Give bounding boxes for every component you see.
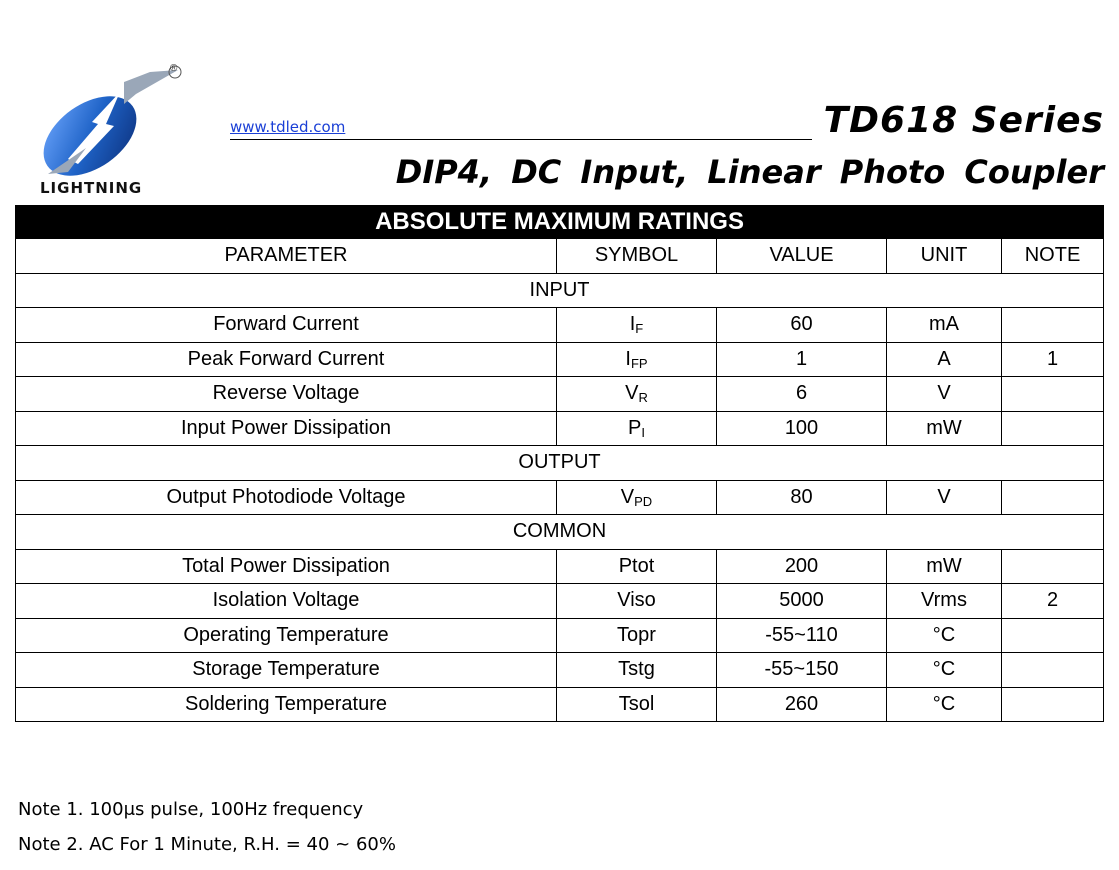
table-title: ABSOLUTE MAXIMUM RATINGS <box>16 206 1104 239</box>
value-cell: 100 <box>717 411 887 446</box>
symbol-cell <box>557 411 717 446</box>
note-cell <box>1002 308 1104 343</box>
column-header: SYMBOL <box>557 239 717 274</box>
unit-cell: °C <box>887 653 1002 688</box>
parameter-cell: Forward Current <box>16 308 557 343</box>
table-row <box>16 411 1104 446</box>
symbol-cell <box>557 342 717 377</box>
table-row <box>16 618 1104 653</box>
note-cell: 1 <box>1002 342 1104 377</box>
value-cell: -55~150 <box>717 653 887 688</box>
table-title-row <box>16 206 1104 239</box>
note-cell <box>1002 653 1104 688</box>
parameter-cell: Storage Temperature <box>16 653 557 688</box>
column-header: NOTE <box>1002 239 1104 274</box>
symbol-cell <box>557 480 717 515</box>
section-row <box>16 515 1104 550</box>
value-cell: 5000 <box>717 584 887 619</box>
parameter-cell: Input Power Dissipation <box>16 411 557 446</box>
note-cell <box>1002 377 1104 412</box>
symbol-main: V <box>620 485 635 508</box>
table-row <box>16 342 1104 377</box>
unit-cell: °C <box>887 618 1002 653</box>
note-cell <box>1002 480 1104 515</box>
symbol-cell <box>557 377 717 412</box>
parameter-cell: Isolation Voltage <box>16 584 557 619</box>
section-label: COMMON <box>16 515 1104 550</box>
section-row <box>16 273 1104 308</box>
symbol-main: I <box>629 313 636 336</box>
lightning-bolt-logo-icon <box>28 64 198 184</box>
unit-cell: V <box>887 480 1002 515</box>
unit-cell: A <box>887 342 1002 377</box>
symbol-main: Topr <box>617 623 656 646</box>
symbol-subscript: F <box>635 321 644 337</box>
symbol-main: Viso <box>617 589 656 612</box>
product-subtitle: DIP4, DC Input, Linear Photo Coupler <box>395 153 1104 191</box>
section-label: OUTPUT <box>16 446 1104 481</box>
value-cell: 1 <box>717 342 887 377</box>
value-cell: 80 <box>717 480 887 515</box>
note-cell <box>1002 549 1104 584</box>
header-rule <box>230 139 812 140</box>
table-row <box>16 653 1104 688</box>
website-link[interactable]: www.tdled.com <box>230 118 346 136</box>
symbol-main: Tstg <box>618 658 655 681</box>
symbol-main: V <box>625 382 639 405</box>
value-cell: 200 <box>717 549 887 584</box>
value-cell: 260 <box>717 687 887 722</box>
parameter-cell: Soldering Temperature <box>16 687 557 722</box>
parameter-cell: Reverse Voltage <box>16 377 557 412</box>
table-row <box>16 549 1104 584</box>
parameter-cell: Total Power Dissipation <box>16 549 557 584</box>
notes <box>18 792 396 862</box>
table-row <box>16 687 1104 722</box>
note-cell <box>1002 411 1104 446</box>
symbol-subscript: I <box>641 424 645 440</box>
note-cell <box>1002 618 1104 653</box>
value-cell: 6 <box>717 377 887 412</box>
unit-cell: Vrms <box>887 584 1002 619</box>
symbol-cell <box>557 584 717 619</box>
logo-text: LIGHTNING <box>40 179 143 197</box>
value-cell: 60 <box>717 308 887 343</box>
parameter-cell: Output Photodiode Voltage <box>16 480 557 515</box>
unit-cell: V <box>887 377 1002 412</box>
column-header: VALUE <box>717 239 887 274</box>
table-row <box>16 377 1104 412</box>
symbol-subscript: R <box>638 390 648 406</box>
note-cell: 2 <box>1002 584 1104 619</box>
column-header: PARAMETER <box>16 239 557 274</box>
unit-cell: mA <box>887 308 1002 343</box>
symbol-main: P <box>628 416 642 439</box>
value-cell: -55~110 <box>717 618 887 653</box>
column-header: UNIT <box>887 239 1002 274</box>
table-row <box>16 308 1104 343</box>
table-row <box>16 480 1104 515</box>
symbol-subscript: PD <box>634 493 653 509</box>
parameter-cell: Peak Forward Current <box>16 342 557 377</box>
parameter-cell: Operating Temperature <box>16 618 557 653</box>
symbol-cell <box>557 308 717 343</box>
symbol-cell <box>557 687 717 722</box>
absolute-maximum-ratings-table <box>15 205 1104 722</box>
table-row <box>16 584 1104 619</box>
symbol-cell <box>557 653 717 688</box>
company-logo <box>28 64 198 188</box>
series-title: TD618 Series <box>823 100 1104 141</box>
symbol-cell <box>557 549 717 584</box>
unit-cell: mW <box>887 549 1002 584</box>
note-cell <box>1002 687 1104 722</box>
registered-mark: ® <box>170 63 178 74</box>
symbol-main: Ptot <box>618 554 655 577</box>
symbol-main: Tsol <box>618 692 655 715</box>
table-header-row <box>16 239 1104 274</box>
symbol-cell <box>557 618 717 653</box>
symbol-main: I <box>625 347 631 370</box>
note-1: Note 1. 100μs pulse, 100Hz frequency <box>18 799 364 820</box>
unit-cell: °C <box>887 687 1002 722</box>
unit-cell: mW <box>887 411 1002 446</box>
section-label: INPUT <box>16 273 1104 308</box>
note-2: Note 2. AC For 1 Minute, R.H. = 40 ~ 60% <box>18 834 396 855</box>
symbol-subscript: FP <box>630 355 648 371</box>
section-row <box>16 446 1104 481</box>
